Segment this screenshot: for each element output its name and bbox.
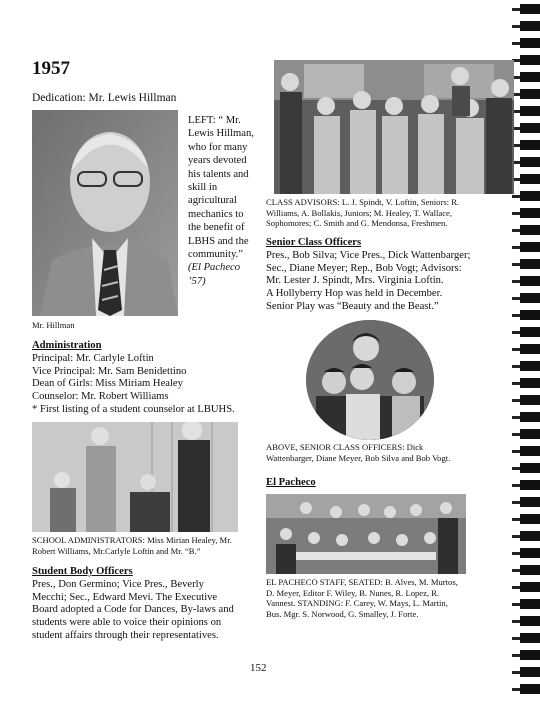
binding-coil <box>520 174 540 184</box>
binding-hole <box>512 229 520 232</box>
binding-hole <box>512 42 520 45</box>
binding-hole <box>512 501 520 504</box>
binding-coil <box>520 157 540 167</box>
binding-hole <box>512 484 520 487</box>
binding-hole <box>512 518 520 521</box>
binding-coil <box>520 259 540 269</box>
binding-coil <box>520 531 540 541</box>
el-pacheco-heading: El Pacheco <box>266 477 316 488</box>
page-year-heading: 1957 <box>32 58 70 79</box>
binding-hole <box>512 671 520 674</box>
student-body-officers-heading: Student Body Officers <box>32 566 133 577</box>
binding-hole <box>512 552 520 555</box>
binding-hole <box>512 569 520 572</box>
school-administrators-caption: SCHOOL ADMINISTRATORS: Miss Mirian Healey, Mr. Robert Williams, Mr.Carlyle Loftin and Mr. “B.” <box>32 535 232 556</box>
hillman-photo-caption: Mr. Hillman <box>32 320 75 330</box>
hillman-portrait-photo <box>32 110 178 316</box>
binding-coil <box>520 378 540 388</box>
binding-coil <box>520 429 540 439</box>
binding-coil <box>520 463 540 473</box>
page-number: 152 <box>250 662 267 674</box>
administration-section: Administration Principal: Mr. Carlyle Loftin Vice Principal: Mr. Sam Benidettino Dean of Girls: Miss Miriam Healey Counselor: Mr. Robert Williams * First listing of a student counselor at LBUHS. <box>32 340 262 417</box>
dedication-line: Dedication: Mr. Lewis Hillman <box>32 92 177 104</box>
el-pacheco-staff-photo <box>266 494 466 574</box>
binding-hole <box>512 416 520 419</box>
binding-coil <box>520 21 540 31</box>
binding-hole <box>512 365 520 368</box>
binding-coil <box>520 123 540 133</box>
binding-coil <box>520 497 540 507</box>
binding-coil <box>520 446 540 456</box>
binding-coil <box>520 548 540 558</box>
binding-coil <box>520 38 540 48</box>
binding-coil <box>520 276 540 286</box>
senior-class-officers-section: Senior Class Officers Pres., Bob Silva; Vice Pres., Dick Wattenbarger; Sec., Diane Meyer; Rep., Bob Vogt; Advisors: Mr. Lester J. Spindt, Mrs. Virginia Loftin. A Hollyberry Hop was held in December. Senior Play was “Beauty and the Beast.” <box>266 237 516 314</box>
binding-coil <box>520 582 540 592</box>
hillman-tribute-text: LEFT: “ Mr. Lewis Hillman, who for many years devoted his talents and skill in agricultural mechanics to the benefit of LBHS and the community.” (El Pacheco ’57) <box>188 115 254 287</box>
binding-coil <box>520 633 540 643</box>
binding-hole <box>512 433 520 436</box>
binding-hole <box>512 25 520 28</box>
binding-coil <box>520 514 540 524</box>
binding-coil <box>520 361 540 371</box>
binding-coil <box>520 667 540 677</box>
binding-hole <box>512 195 520 198</box>
binding-hole <box>512 331 520 334</box>
binding-coil <box>520 55 540 65</box>
binding-hole <box>512 348 520 351</box>
school-administrators-photo <box>32 422 238 532</box>
student-body-officers-section: Student Body Officers Pres., Don Germino; Vice Pres., Beverly Mecchi; Sec., Edward Mevi. The Executive Board adopted a Code for Dances, By-laws and students were able to voice their opinions on student affairs through their representatives. <box>32 566 262 643</box>
binding-coil <box>520 191 540 201</box>
binding-hole <box>512 620 520 623</box>
binding-hole <box>512 399 520 402</box>
binding-hole <box>512 467 520 470</box>
binding-coil <box>520 89 540 99</box>
binding-coil <box>520 242 540 252</box>
class-advisors-caption: CLASS ADVISORS: L. J. Spindt, V. Loftin, Seniors: R. Williams, A. Bollakis, Juniors; M. Healey, T. Wallace, Sophomores; C. Smith and G. Mendonsa, Freshmen. <box>266 197 460 229</box>
binding-hole <box>512 212 520 215</box>
binding-coil <box>520 72 540 82</box>
senior-class-officers-heading: Senior Class Officers <box>266 237 362 248</box>
binding-coil <box>520 310 540 320</box>
senior-officers-caption: ABOVE, SENIOR CLASS OFFICERS: Dick Wattenbarger, Diane Meyer, Bob Silva and Bob Vogt. <box>266 442 451 463</box>
binding-coil <box>520 395 540 405</box>
binding-coil <box>520 4 540 14</box>
binding-hole <box>512 654 520 657</box>
class-advisors-group-photo <box>274 60 514 194</box>
binding-coil <box>520 412 540 422</box>
binding-hole <box>512 637 520 640</box>
senior-officers-circular-photo <box>306 320 434 440</box>
binding-hole <box>512 8 520 11</box>
binding-coil <box>520 225 540 235</box>
binding-hole <box>512 688 520 691</box>
binding-coil <box>520 480 540 490</box>
binding-hole <box>512 314 520 317</box>
binding-coil <box>520 327 540 337</box>
administration-heading: Administration <box>32 340 102 351</box>
binding-coil <box>520 344 540 354</box>
binding-coil <box>520 565 540 575</box>
binding-coil <box>520 208 540 218</box>
binding-hole <box>512 535 520 538</box>
binding-coil <box>520 599 540 609</box>
binding-hole <box>512 382 520 385</box>
binding-coil <box>520 293 540 303</box>
el-pacheco-staff-caption: EL PACHECO STAFF, SEATED: B. Alves, M. Murtos, D. Meyer, Editor F. Wiley, B. Nunes, R. Lopez, R. Vannest. STANDING: F. Carey, W. Mays, L. Martin, Bus. Mgr. S. Norwood, G. Smalley, J. Forte. <box>266 577 458 619</box>
binding-coil <box>520 616 540 626</box>
binding-coil <box>520 684 540 694</box>
binding-coil <box>520 106 540 116</box>
binding-coil <box>520 140 540 150</box>
binding-coil <box>520 650 540 660</box>
